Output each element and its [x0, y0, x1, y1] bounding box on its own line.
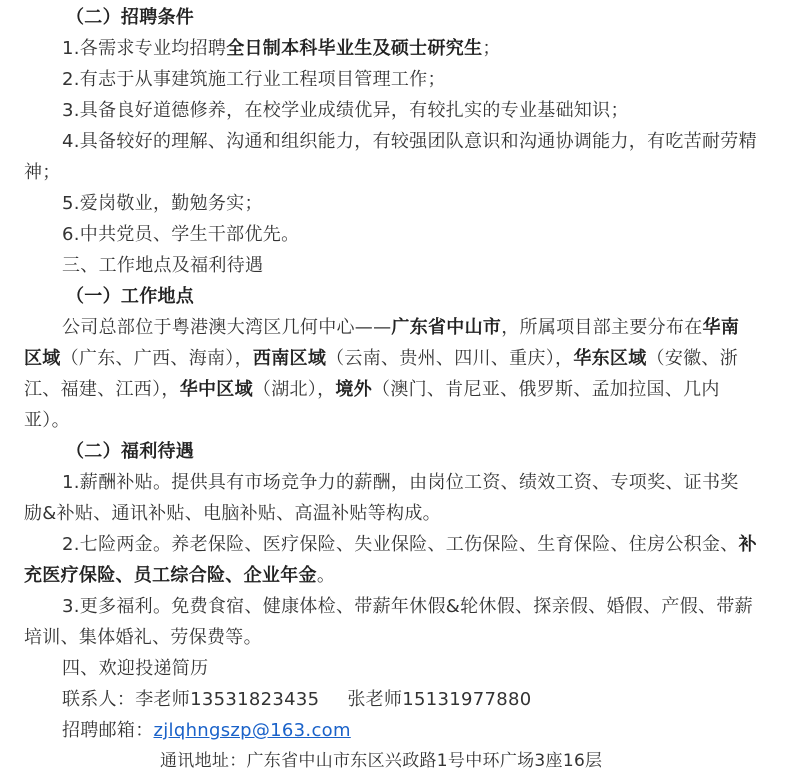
email-line	[0, 715, 799, 746]
email-link[interactable]: zjlqhngszp@163.com	[153, 720, 351, 741]
work-location-line2-bold1: 区域	[24, 348, 61, 369]
recruit-condition-item-1	[0, 33, 799, 64]
work-location-line2-text2: （云南、贵州、四川、重庆），	[326, 348, 574, 369]
benefit-item2-line2-bold: 充医疗保险、员工综合险、企业年金	[24, 565, 317, 586]
benefit-item-2-line-2	[0, 560, 799, 591]
recruit-condition-item-5	[0, 188, 799, 219]
benefit-item2-line1-bold: 补	[738, 534, 757, 555]
work-location-line2-bold2: 西南区域	[252, 348, 327, 369]
address-line	[0, 746, 799, 777]
address-text: 通讯地址：广东省中山市东区兴政路1号中环广场3座16层	[160, 751, 603, 771]
contacts-line	[0, 684, 799, 715]
benefit-item2-line2-suffix: 。	[316, 565, 336, 586]
work-location-line-4	[0, 405, 799, 436]
work-location-line3-bold1: 华中区域	[179, 379, 253, 400]
section-4-heading-text: 四、欢迎投递简历	[62, 658, 209, 679]
item4-line2-text: 神；	[24, 162, 61, 183]
recruit-condition-item-2	[0, 64, 799, 95]
item5-text: 5.爱岗敬业，勤勉务实；	[62, 193, 263, 214]
benefit-item-1-line-1	[0, 467, 799, 498]
item3-text: 3.具备良好道德修养，在校学业成绩优异，有较扎实的专业基础知识；	[62, 100, 629, 121]
work-location-line1-bold1: 广东省中山市	[391, 317, 502, 338]
contact-person-2: 张老师15131977880	[347, 689, 532, 710]
work-location-line2-text3: （安徽、浙	[646, 348, 739, 369]
work-location-line-1	[0, 312, 799, 343]
benefit-item-1-line-2	[0, 498, 799, 529]
work-location-line2-text1: （广东、广西、海南），	[60, 348, 253, 369]
work-location-line4-text: 亚）。	[24, 410, 70, 431]
recruit-condition-item-4-line-1	[0, 126, 799, 157]
benefit-item1-line2-text: 励&补贴、通讯补贴、电脑补贴、高温补贴等构成。	[24, 503, 441, 524]
benefits-heading	[0, 436, 799, 467]
item1-prefix: 1.各需求专业均招聘	[62, 38, 227, 59]
contact-person-1: 联系人：李老师13531823435	[62, 689, 320, 710]
section-4-heading	[0, 653, 799, 684]
benefit-item2-line1-prefix: 2.七险两金。养老保险、医疗保险、失业保险、工伤保险、生育保险、住房公积金、	[62, 534, 739, 555]
item1-bold: 全日制本科毕业生及硕士研究生	[226, 38, 483, 59]
benefit-item1-line1-text: 1.薪酬补贴。提供具有市场竞争力的薪酬，由岗位工资、绩效工资、专项奖、证书奖	[62, 472, 739, 493]
work-location-line-3	[0, 374, 799, 405]
item1-suffix: ；	[482, 38, 501, 59]
work-location-heading	[0, 281, 799, 312]
benefit-item-3-line-2	[0, 622, 799, 653]
recruit-condition-item-6	[0, 219, 799, 250]
recruit-condition-item-4-line-2	[0, 157, 799, 188]
work-location-line3-bold2: 境外	[335, 379, 373, 400]
work-location-line1-mid: ，所属项目部主要分布在	[501, 317, 703, 338]
item2-text: 2.有志于从事建筑施工行业工程项目管理工作；	[62, 69, 446, 90]
benefit-item3-line2-text: 培训、集体婚礼、劳保费等。	[24, 627, 262, 648]
work-location-line-2	[0, 343, 799, 374]
recruit-condition-item-3	[0, 95, 799, 126]
recruit-conditions-heading	[0, 2, 799, 33]
item4-line1-text: 4.具备较好的理解、沟通和组织能力，有较强团队意识和沟通协调能力，有吃苦耐劳精	[62, 131, 757, 152]
work-location-line3-text2: （湖北），	[252, 379, 336, 400]
work-location-line3-text3: （澳门、肯尼亚、俄罗斯、孟加拉国、几内	[372, 379, 720, 400]
benefit-item-3-line-1	[0, 591, 799, 622]
section-3-heading-text: 三、工作地点及福利待遇	[62, 255, 264, 276]
email-label: 招聘邮箱：	[62, 720, 154, 741]
work-location-line1-prefix: 公司总部位于粤港澳大湾区几何中心——	[62, 317, 392, 338]
item6-text: 6.中共党员、学生干部优先。	[62, 224, 300, 245]
section-3-heading	[0, 250, 799, 281]
benefit-item-2-line-1	[0, 529, 799, 560]
work-location-heading-text: （一）工作地点	[66, 286, 195, 307]
work-location-line2-bold3: 华东区域	[573, 348, 647, 369]
recruit-conditions-heading-text: （二）招聘条件	[66, 7, 195, 28]
benefit-item3-line1-text: 3.更多福利。免费食宿、健康体检、带薪年休假&轮休假、探亲假、婚假、产假、带薪	[62, 596, 753, 617]
work-location-line1-bold2: 华南	[702, 317, 740, 338]
benefits-heading-text: （二）福利待遇	[66, 441, 195, 462]
work-location-line3-text1: 江、福建、江西），	[24, 379, 180, 400]
